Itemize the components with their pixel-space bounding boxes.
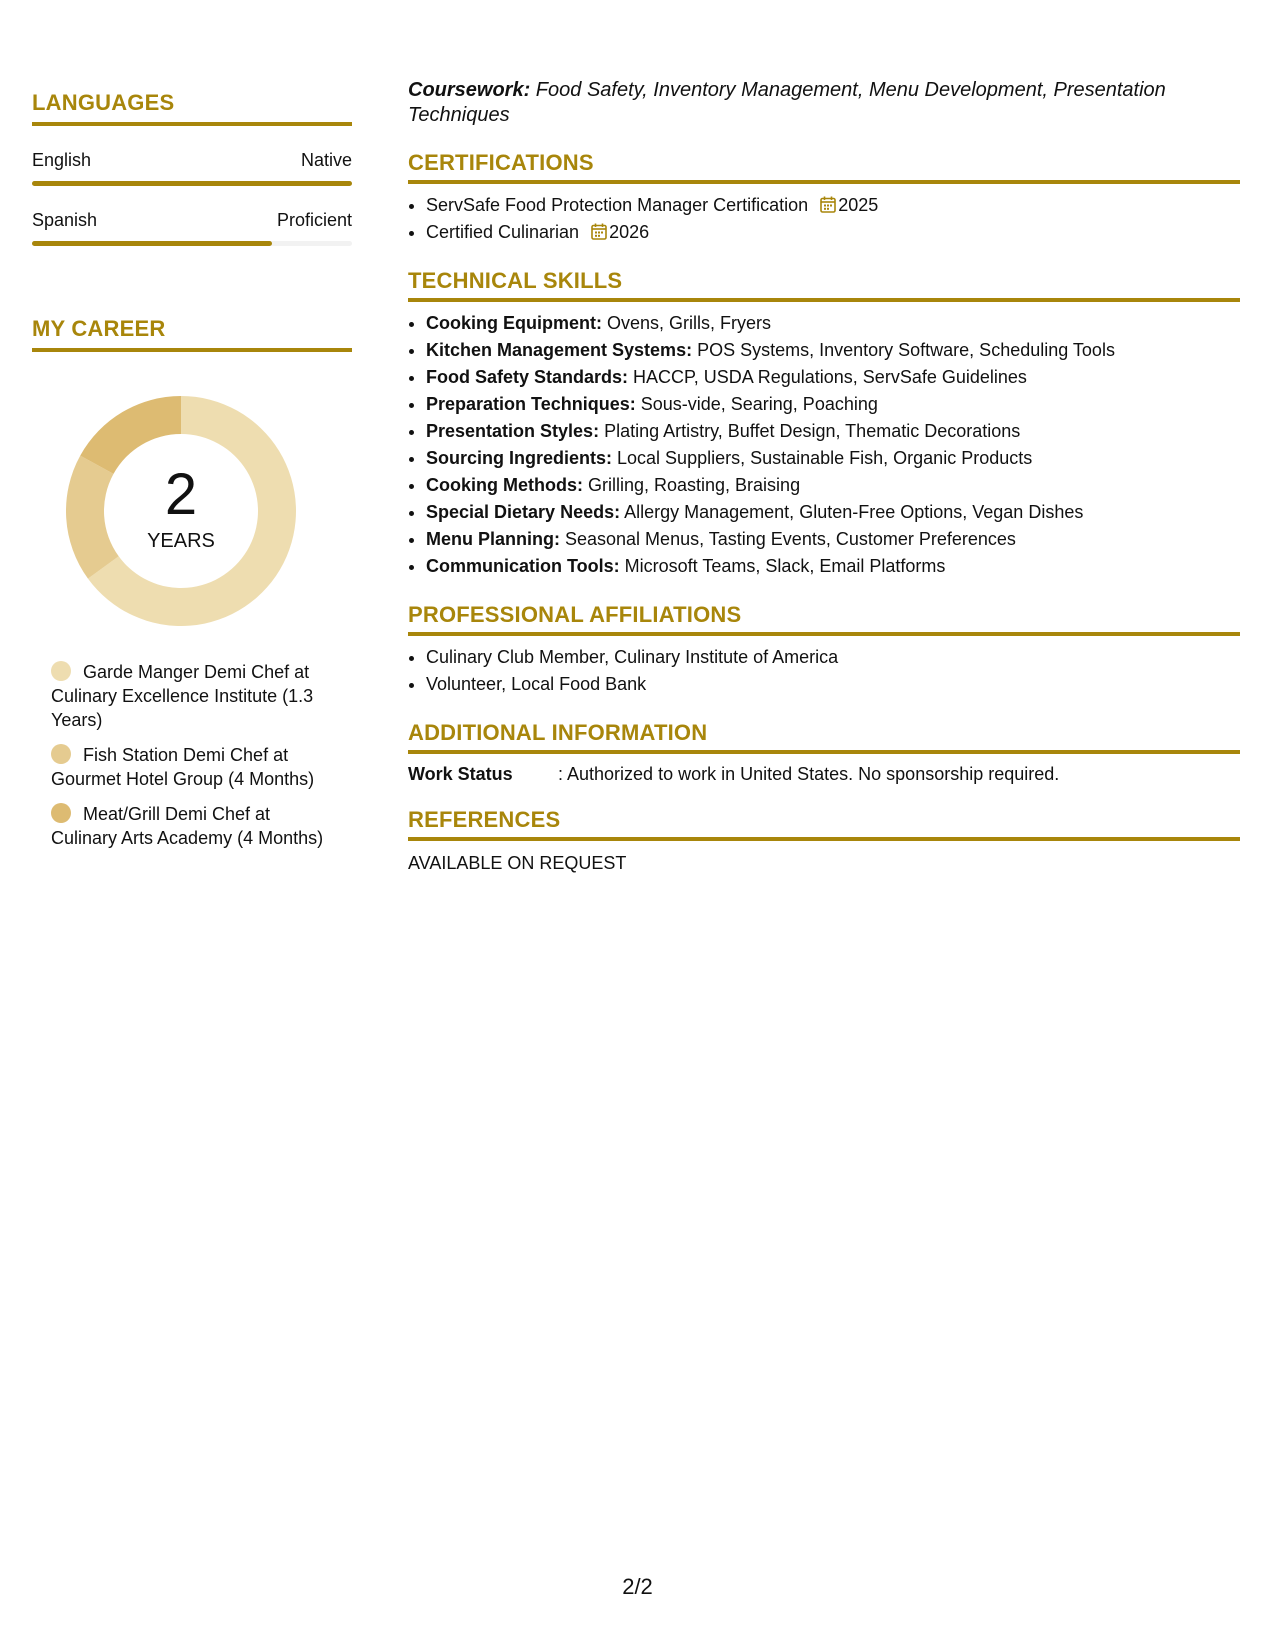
career-title: MY CAREER (32, 316, 352, 352)
skill-value: Ovens, Grills, Fryers (601, 313, 771, 333)
skill-label: Sourcing Ingredients: (426, 448, 613, 468)
skill-item (426, 472, 1240, 499)
skill-value: Local Suppliers, Sustainable Fish, Organic Products (612, 448, 1033, 468)
skill-value: Allergy Management, Gluten-Free Options, Vegan Dishes (620, 502, 1084, 522)
skill-item (426, 526, 1240, 553)
language-proficiency-bar (32, 181, 352, 186)
affiliations-title: PROFESSIONAL AFFILIATIONS (408, 602, 1240, 636)
affiliation-item: • Culinary Club Member, Culinary Institute of America (426, 644, 1240, 671)
skill-label: Presentation Styles: (426, 421, 600, 441)
certification-name: ServSafe Food Protection Manager Certification (426, 195, 809, 215)
skill-value: Seasonal Menus, Tasting Events, Customer Preferences (560, 529, 1016, 549)
language-proficiency-fill (32, 181, 352, 186)
skill-item (426, 337, 1240, 364)
skill-item (426, 499, 1240, 526)
right-column (408, 78, 1240, 874)
certifications-section (408, 150, 1240, 246)
technical-skills-section (408, 268, 1240, 580)
calendar-icon (820, 196, 836, 213)
career-total-number: 2 (164, 462, 198, 527)
skill-label: Communication Tools: (426, 556, 620, 576)
legend-dot (51, 661, 71, 681)
skill-label: Food Safety Standards: (426, 367, 629, 387)
calendar-icon (591, 223, 607, 240)
references-section (408, 807, 1240, 874)
language-item (32, 210, 352, 246)
skill-item (426, 553, 1240, 580)
skill-item (426, 445, 1240, 472)
skill-label: Cooking Equipment: (426, 313, 602, 333)
coursework-text: Food Safety, Inventory Management, Menu Development, Presentation Techniques (408, 79, 1166, 126)
left-column (32, 90, 352, 861)
career-legend-item (51, 802, 341, 850)
work-status-value: : Authorized to work in United States. No sponsorship required. (558, 764, 1060, 784)
career-legend (51, 660, 341, 850)
skill-value: HACCP, USDA Regulations, ServSafe Guidelines (628, 367, 1027, 387)
skill-value: Grilling, Roasting, Braising (582, 475, 801, 495)
additional-info-section (408, 720, 1240, 785)
skill-label: Kitchen Management Systems: (426, 340, 693, 360)
additional-info-title: ADDITIONAL INFORMATION (408, 720, 1240, 754)
skill-value: Microsoft Teams, Slack, Email Platforms (619, 556, 946, 576)
skill-item (426, 418, 1240, 445)
career-role: Fish Station Demi Chef at Gourmet Hotel Group (4 Months) (51, 745, 315, 789)
language-level: Native (300, 150, 352, 170)
languages-title: LANGUAGES (32, 90, 352, 126)
certification-year: 2025 (838, 195, 879, 215)
page-number: 2/2 (622, 1574, 653, 1599)
skill-label: Menu Planning: (426, 529, 560, 549)
references-text: AVAILABLE ON REQUEST (408, 853, 627, 873)
skill-value: Plating Artistry, Buffet Design, Thematic Decorations (599, 421, 1021, 441)
skill-value: POS Systems, Inventory Software, Scheduling Tools (692, 340, 1115, 360)
coursework-label: Coursework: (408, 79, 531, 101)
language-name: Spanish (32, 210, 98, 230)
legend-dot (51, 744, 71, 764)
language-item (32, 150, 352, 186)
language-name: English (32, 150, 92, 170)
career-legend-item (51, 743, 341, 791)
skill-label: Cooking Methods: (426, 475, 583, 495)
work-status-label: Work Status (408, 764, 513, 784)
certification-item (426, 219, 1240, 246)
affiliation-item: • Volunteer, Local Food Bank (426, 671, 1240, 698)
certification-year: 2026 (609, 222, 650, 242)
career-role: Meat/Grill Demi Chef at Culinary Arts Academy (4 Months) (51, 804, 324, 848)
career-legend-item (51, 660, 341, 732)
certification-item (426, 192, 1240, 219)
language-level: Proficient (276, 210, 352, 230)
career-total-unit: YEARS (147, 530, 215, 552)
references-title: REFERENCES (408, 807, 1240, 841)
language-proficiency-fill (32, 241, 272, 246)
skill-item (426, 364, 1240, 391)
skill-item (426, 310, 1240, 337)
technical-skills-title: TECHNICAL SKILLS (408, 268, 1240, 302)
affiliations-section (408, 602, 1240, 698)
skill-item (426, 391, 1240, 418)
skill-label: Preparation Techniques: (426, 394, 636, 414)
certification-name: Certified Culinarian (426, 222, 580, 242)
skill-label: Special Dietary Needs: (426, 502, 621, 522)
legend-dot (51, 803, 71, 823)
career-role: Garde Manger Demi Chef at Culinary Excellence Institute (1.3 Years) (51, 662, 314, 730)
coursework (408, 78, 1240, 128)
skill-value: Sous-vide, Searing, Poaching (635, 394, 878, 414)
language-proficiency-bar (32, 241, 352, 246)
career-donut-chart (66, 396, 296, 626)
certifications-title: CERTIFICATIONS (408, 150, 1240, 184)
